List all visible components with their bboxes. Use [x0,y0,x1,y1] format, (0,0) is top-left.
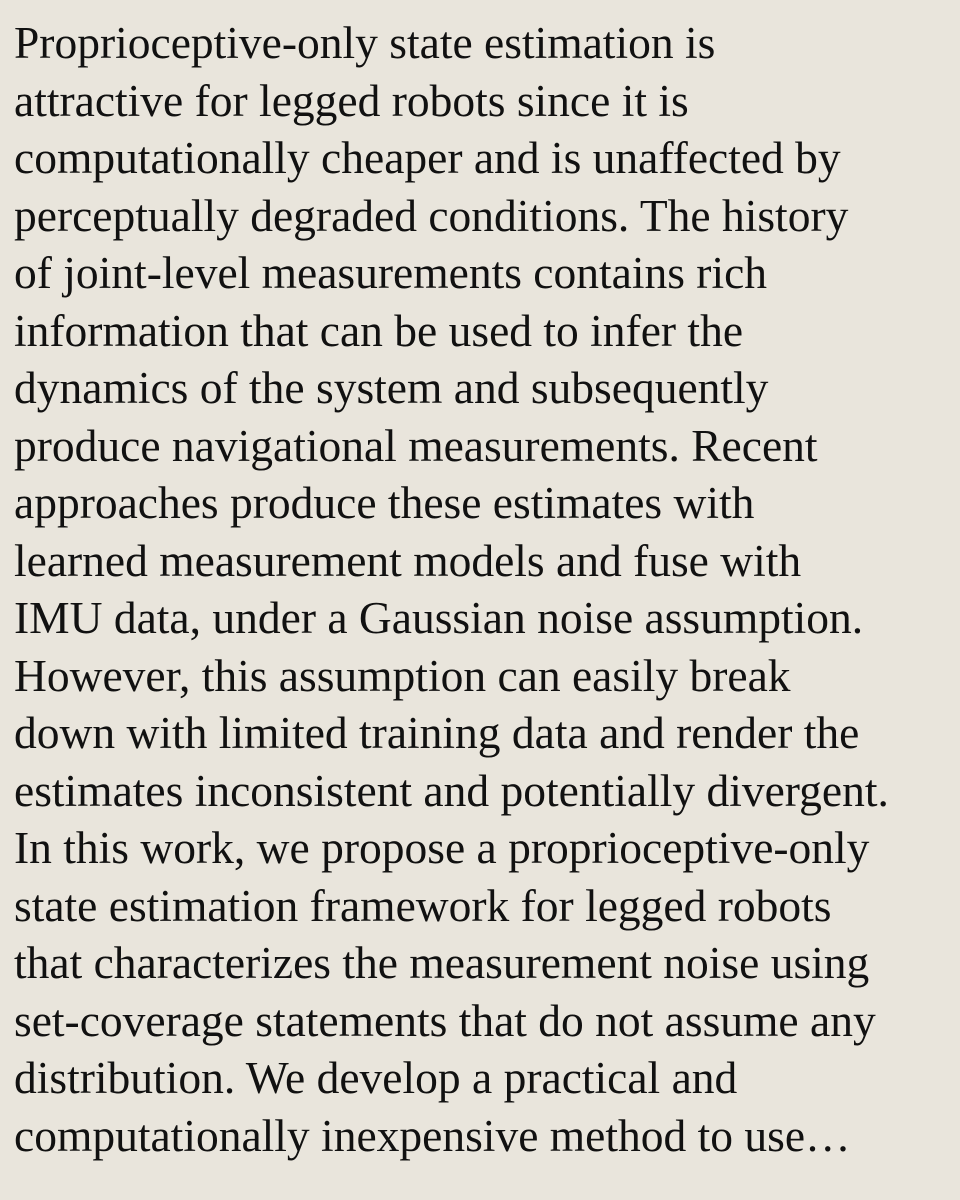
abstract-text [14,14,960,1164]
text-line-14: estimates inconsistent and potentially divergent. [14,764,889,816]
text-line-11: IMU data, under a Gaussian noise assumption. [14,592,864,643]
text-line-16: state estimation framework for legged robots [14,879,832,931]
text-line-1: Proprioceptive-only state estimation is [14,17,716,68]
text-line-15: In this work, we propose a proprioceptive-only [14,822,870,873]
text-line-8: produce navigational measurements. Recent [14,419,818,471]
text-line-12: However, this assumption can easily break [14,649,791,701]
text-line-20: computationally inexpensive method to use… [14,1109,851,1161]
text-line-9: approaches produce these estimates with [14,477,755,528]
text-line-7: dynamics of the system and subsequently [14,362,769,413]
text-line-4: perceptually degraded conditions. The history [14,189,849,241]
text-line-13: down with limited training data and render the [14,707,860,758]
text-line-6: information that can be used to infer the [14,304,744,356]
text-line-3: computationally cheaper and is unaffected by [14,132,841,183]
text-line-19: distribution. We develop a practical and [14,1052,738,1103]
text-line-10: learned measurement models and fuse with [14,534,802,586]
text-line-17: that characterizes the measurement noise using [14,937,870,988]
text-line-18: set-coverage statements that do not assume any [14,994,876,1046]
text-line-5: of joint-level measurements contains rich [14,247,768,298]
text-line-2: attractive for legged robots since it is [14,74,689,126]
